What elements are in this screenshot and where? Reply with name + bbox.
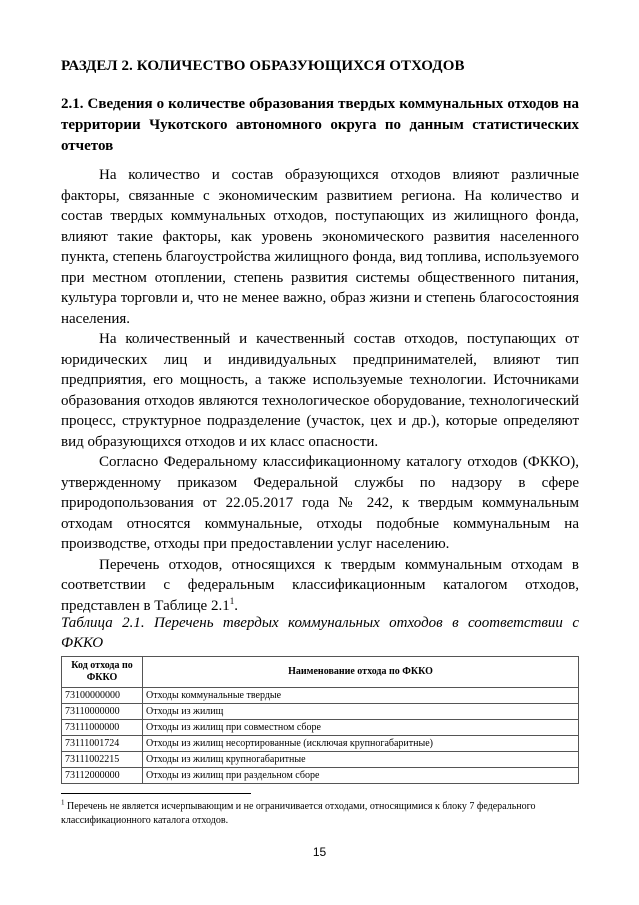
table-row	[62, 736, 579, 752]
cell-name: Отходы из жилищ несортированные (исключая крупногабаритные)	[143, 736, 579, 752]
body-text	[61, 165, 579, 616]
cell-code: 73111000000	[62, 720, 143, 736]
table-row	[62, 704, 579, 720]
cell-code: 73111001724	[62, 736, 143, 752]
paragraph-ffko: Согласно Федеральному классификационному каталогу отходов (ФККО), утвержденному приказом Федеральной службы по надзору в сфере природопользования от 22.05.2017 года № 242, к твердым коммунальным отходам относятся коммунальные, отходы подобные коммунальным на производстве, отходы при предоставлении услуг населению.	[61, 454, 579, 552]
table-caption: Таблица 2.1. Перечень твердых коммунальных отходов в соответствии с ФККО	[61, 615, 579, 651]
footnote-ref[interactable]: 1	[229, 595, 235, 606]
section-title: РАЗДЕЛ 2. КОЛИЧЕСТВО ОБРАЗУЮЩИХСЯ ОТХОДОВ	[61, 58, 465, 74]
cell-code: 73112000000	[62, 768, 143, 784]
header-name: Наименование отхода по ФККО	[143, 657, 579, 688]
subsection-title: 2.1. Сведения о количестве образования твердых коммунальных отходов на территории Чукотского автономного округа по данным статистических отчетов	[61, 96, 579, 154]
cell-name: Отходы из жилищ	[143, 704, 579, 720]
footnote-marker: 1	[61, 798, 65, 807]
footnote-text: Перечень не является исчерпывающим и не ограничивается отходами, относящимися к блоку 7 федерального классификационного каталога отходов.	[61, 801, 536, 826]
cell-name: Отходы коммунальные твердые	[143, 688, 579, 704]
table-row	[62, 768, 579, 784]
table-row	[62, 752, 579, 768]
cell-code: 73110000000	[62, 704, 143, 720]
cell-code: 73100000000	[62, 688, 143, 704]
table-row	[62, 688, 579, 704]
cell-name: Отходы из жилищ крупногабаритные	[143, 752, 579, 768]
cell-code: 73111002215	[62, 752, 143, 768]
paragraph-factors: На количество и состав образующихся отходов влияют различные факторы, связанные с экономическим развитием региона. На количество и состав твердых коммунальных отходов, поступающих из жилищного фонда, влияют такие факторы, как уровень экономического развития населенного пункта, степень благоустройства жилищного фонда, вид топлива, используемого при местном отоплении, степень развития системы общественного питания, культура торговли и, что не менее важно, образ жизни и степень благосостояния населения.	[61, 167, 579, 327]
table-header-row	[62, 657, 579, 688]
paragraph-table-reference	[61, 555, 579, 617]
page-number: 15	[312, 845, 327, 859]
ffko-table	[61, 656, 579, 784]
paragraph-table-reference-text: Перечень отходов, относящихся к твердым коммунальным отходам в соответствии с федеральным классификационным каталогом отходов, представлен в Таблице 2.1	[61, 556, 579, 614]
cell-name: Отходы из жилищ при раздельном сборе	[143, 768, 579, 784]
header-code: Код отхода по ФККО	[62, 657, 143, 688]
paragraph-table-reference-end: .	[234, 597, 238, 614]
footnote-divider	[61, 793, 251, 794]
paragraph-legal-entities: На количественный и качественный состав отходов, поступающих от юридических лиц и индивидуальных предпринимателей, влияют тип предприятия, его мощность, а также используемые технологии. Источниками образования отходов являются технологическое оборудование, технологический процесс, структурное подразделение (участок, цех и др.), которые определяют вид образующихся отходов и их класс опасности.	[61, 331, 579, 450]
footnote	[61, 800, 579, 828]
table-row	[62, 720, 579, 736]
cell-name: Отходы из жилищ при совместном сборе	[143, 720, 579, 736]
